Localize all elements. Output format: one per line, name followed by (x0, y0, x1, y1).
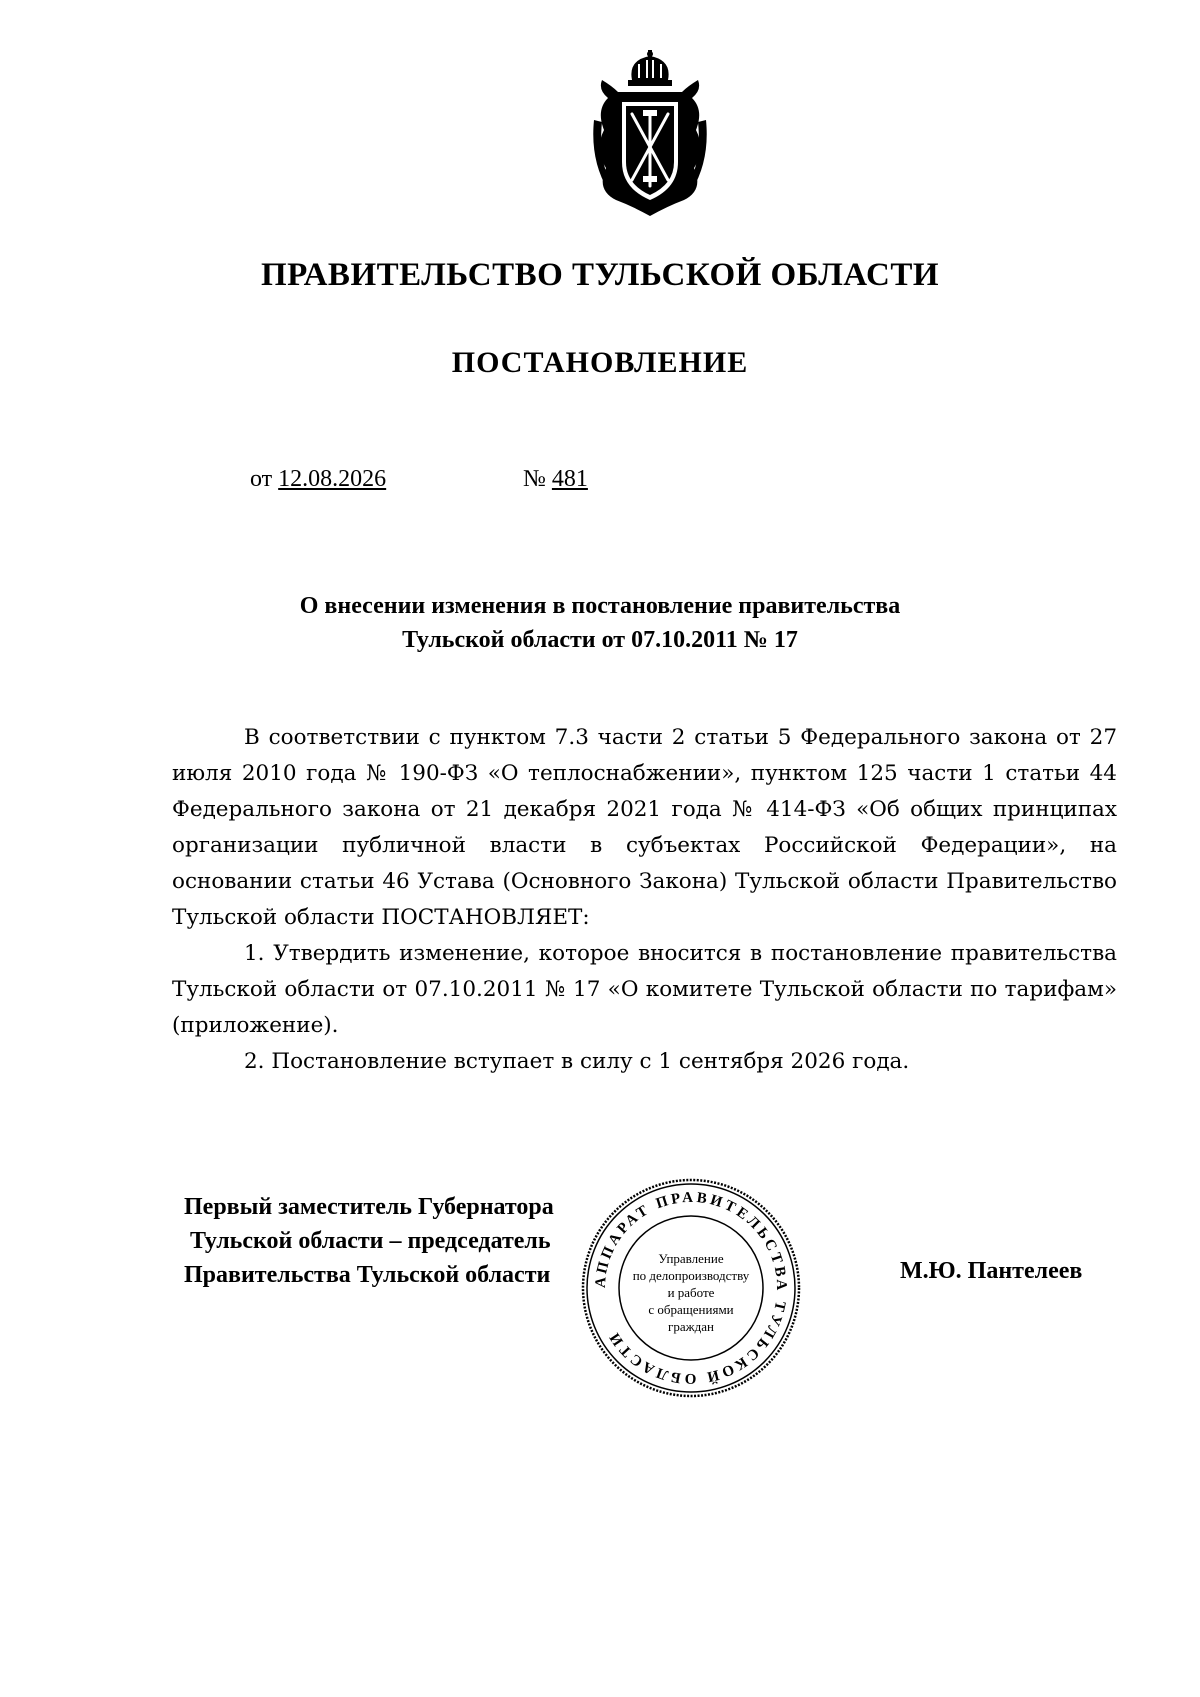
body-paragraph-item-2: 2. Постановление вступает в силу с 1 сентября 2026 года. (244, 1049, 910, 1074)
stamp-center-line-1: Управление (658, 1251, 724, 1266)
document-date (250, 466, 386, 493)
stamp-center-line-3: и работе (667, 1285, 715, 1300)
document-subject (0, 589, 1200, 657)
subject-line-2: Тульской области от 07.10.2011 № 17 (402, 627, 798, 653)
official-stamp (580, 1177, 802, 1399)
organization-title: ПРАВИТЕЛЬСТВО ТУЛЬСКОЙ ОБЛАСТИ (261, 257, 939, 293)
stamp-center-line-4: с обращениями (648, 1302, 734, 1317)
tula-coat-of-arms-icon (588, 50, 712, 218)
signatory-position (184, 1190, 554, 1292)
position-line-2: Тульской области – председатель (190, 1228, 551, 1254)
number-prefix: № (523, 466, 546, 492)
subject-line-1: О внесении изменения в постановление правительства (299, 593, 901, 619)
date-prefix: от (250, 466, 273, 492)
signatory-name: М.Ю. Пантелеев (900, 1258, 1083, 1284)
date-value: 12.08.2026 (278, 466, 387, 492)
body-paragraph-item-1: 1. Утвердить изменение, которое вносится в постановление правительства Тульской области от 07.10.2011 № 17 «О комитете Тульской области по тарифам» (приложение). (172, 941, 1117, 1038)
stamp-center-line-5: граждан (668, 1319, 714, 1334)
stamp-ring-text: АППАРАТ ПРАВИТЕЛЬСТВА ТУЛЬСКОЙ ОБЛАСТИ (592, 1189, 790, 1387)
document-type-title: ПОСТАНОВЛЕНИЕ (451, 346, 749, 379)
number-value: 481 (551, 466, 588, 492)
position-line-1: Первый заместитель Губернатора (184, 1194, 554, 1220)
position-line-3: Правительства Тульской области (184, 1262, 551, 1288)
stamp-center-line-2: по делопроизводству (632, 1268, 750, 1283)
body-paragraph-preamble: В соответствии с пунктом 7.3 части 2 статьи 5 Федерального закона от 27 июля 2010 года № 190-ФЗ «О теплоснабжении», пунктом 125 части 1 статьи 44 Федерального закона от 21 декабря 2021 года № 414-ФЗ «Об общих принципах организации публичной власти в субъектах Российской Федерации», на основании статьи 46 Устава (Основного Закона) Тульской области Правительство Тульской области ПОСТАНОВЛЯЕТ: (172, 725, 1117, 930)
document-body (172, 720, 1117, 1080)
document-number (523, 466, 588, 493)
